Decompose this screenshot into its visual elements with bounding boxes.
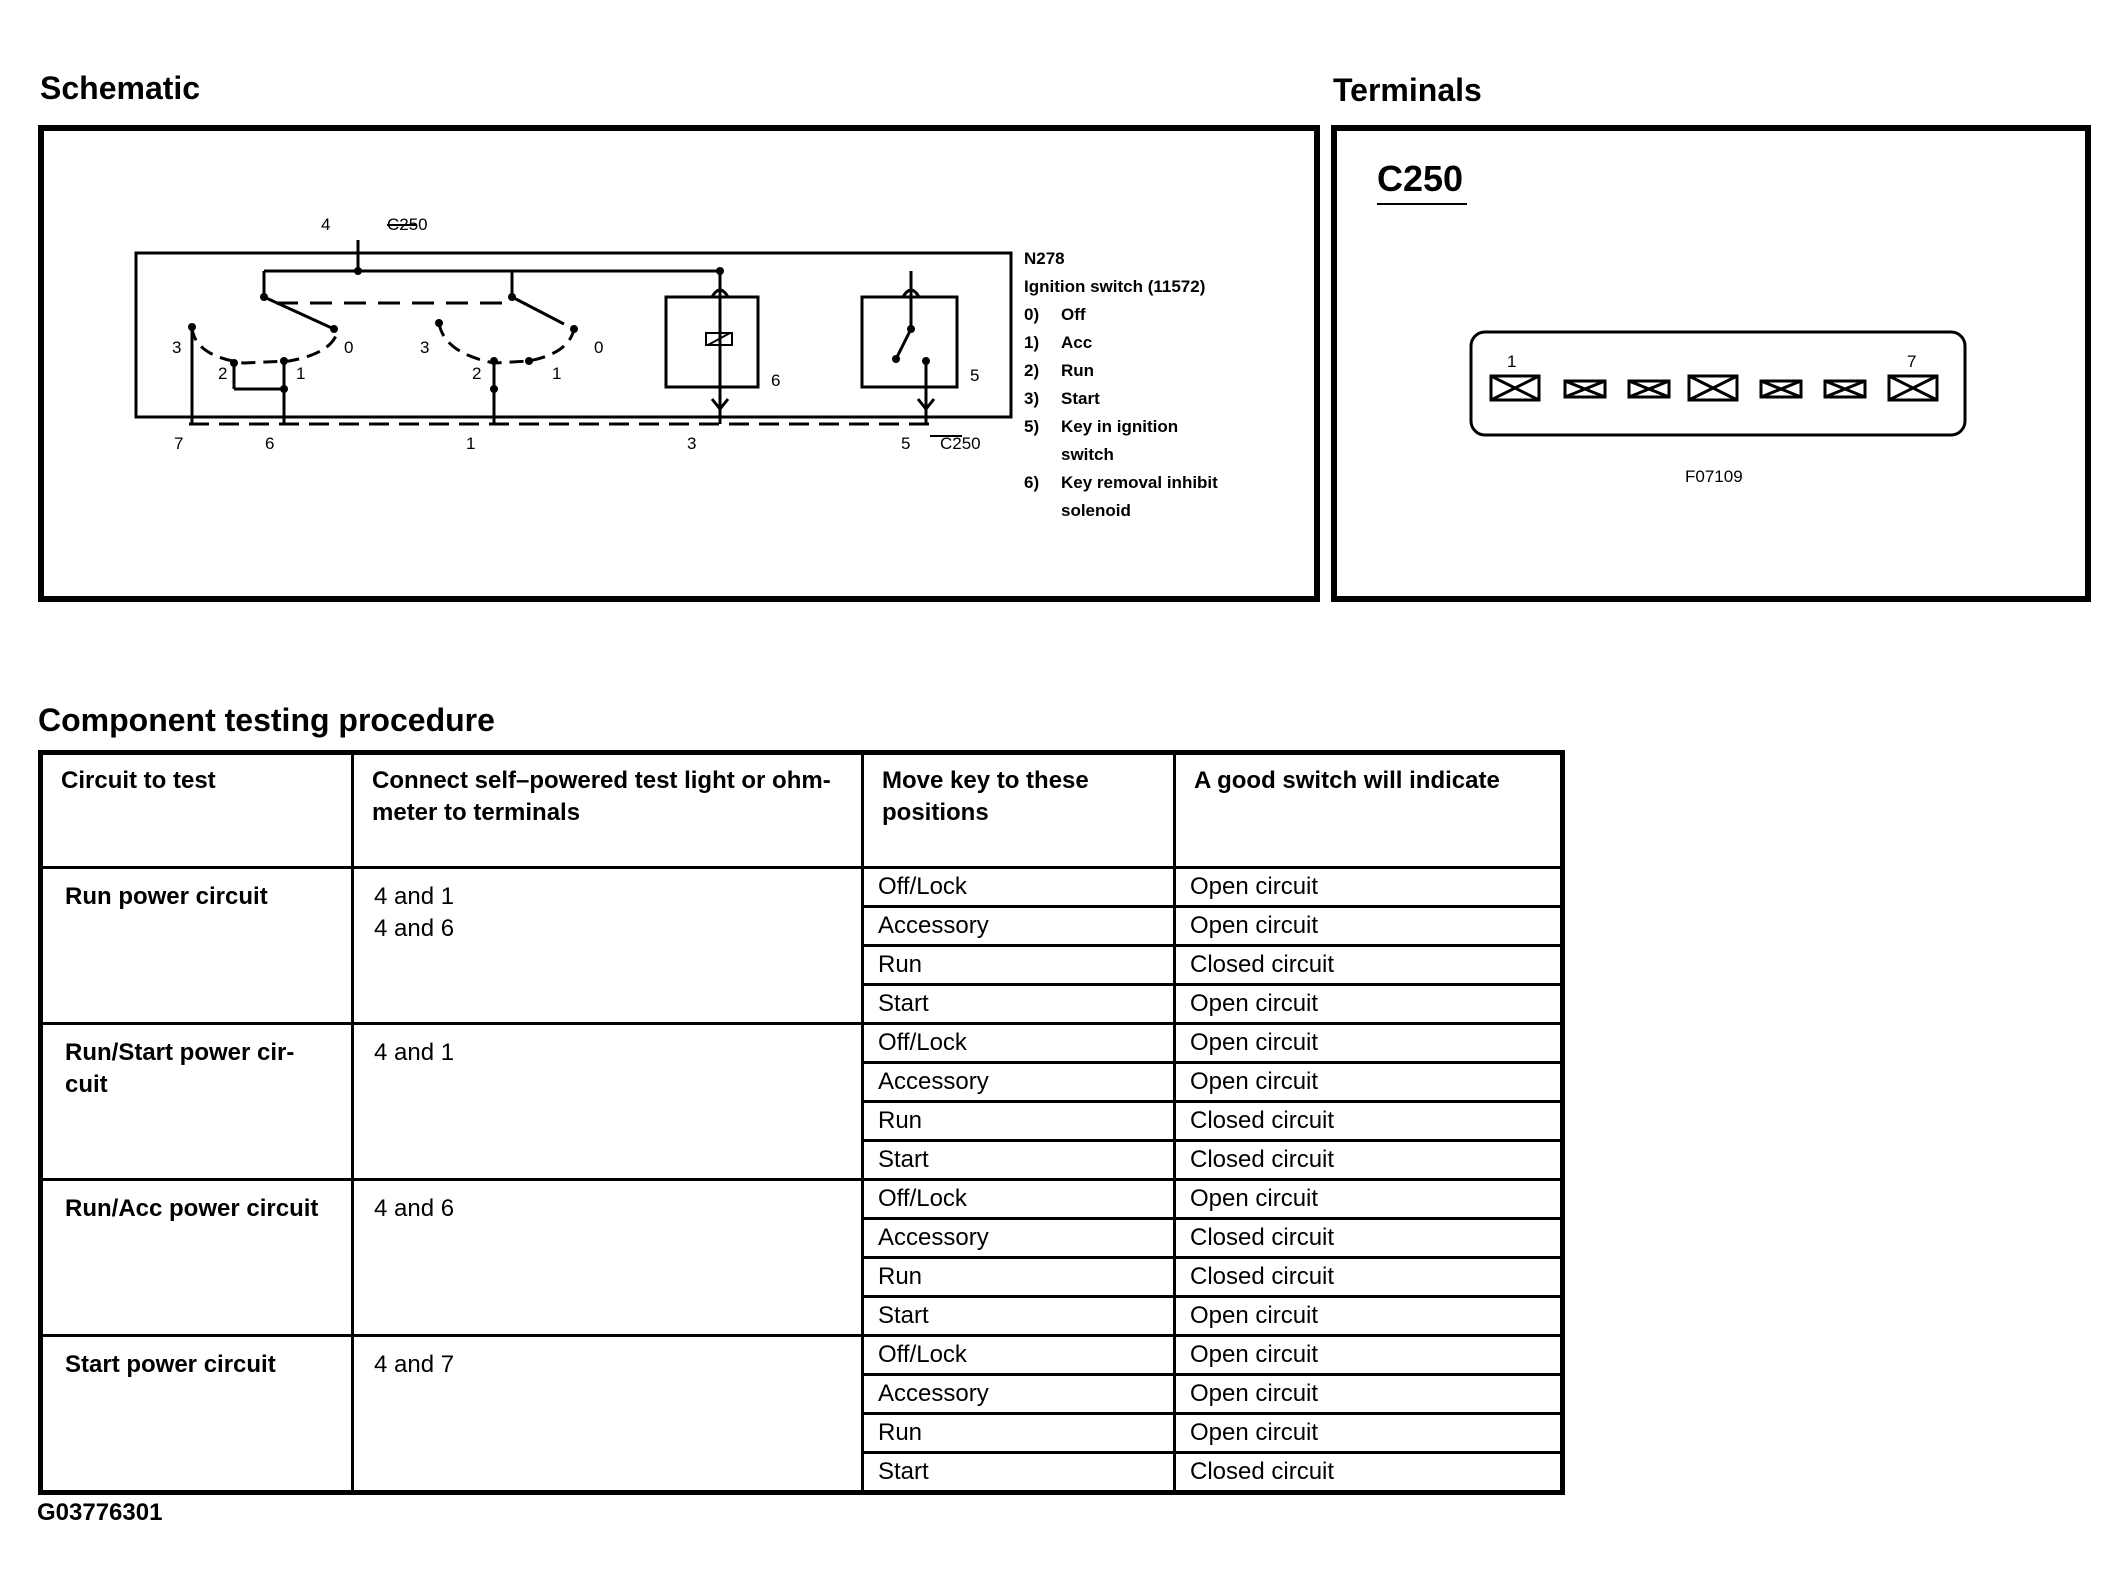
bottom-pin-7: 7 bbox=[174, 434, 184, 453]
switch2-arc bbox=[439, 323, 574, 363]
switch2-label-1: 1 bbox=[552, 364, 562, 383]
terminal-cavity-4 bbox=[1689, 376, 1737, 400]
top-pin-label: 4 bbox=[321, 215, 331, 234]
terminal-pair: 4 and 6 bbox=[374, 1195, 455, 1222]
terminals-cell bbox=[353, 1024, 863, 1180]
position-cell: Start bbox=[863, 1297, 1175, 1336]
schematic-heading: Schematic bbox=[40, 70, 201, 106]
circuit-cell: Run power circuit bbox=[41, 868, 353, 1024]
result-cell: Closed circuit bbox=[1175, 1219, 1563, 1258]
position-cell: Off/Lock bbox=[863, 1180, 1175, 1219]
result-cell: Closed circuit bbox=[1175, 1453, 1563, 1493]
legend-text-solenoid: Key removal inhibit bbox=[1061, 473, 1218, 492]
position-cell: Off/Lock bbox=[863, 1336, 1175, 1375]
connector-title: C250 bbox=[1377, 158, 1464, 199]
switch2-label-3: 3 bbox=[420, 338, 430, 357]
terminal-pair: 4 and 6 bbox=[374, 915, 455, 942]
pin-1-label: 1 bbox=[1507, 352, 1517, 371]
result-cell: Open circuit bbox=[1175, 1414, 1563, 1453]
legend-num-start: 3) bbox=[1024, 389, 1040, 408]
switch1-label-2: 2 bbox=[218, 364, 228, 383]
table-row bbox=[41, 1024, 1563, 1063]
legend-text-start: Start bbox=[1061, 389, 1100, 408]
result-cell: Open circuit bbox=[1175, 868, 1563, 907]
legend-text-run: Run bbox=[1061, 361, 1095, 380]
col-header-circuit: Circuit to test bbox=[41, 753, 353, 868]
solenoid-pin-label: 6 bbox=[771, 371, 781, 390]
top-connector-label: C250 bbox=[387, 215, 428, 234]
position-cell: Accessory bbox=[863, 907, 1175, 946]
key-switch-contact bbox=[896, 329, 911, 359]
col-header-indication: A good switch will indicate bbox=[1175, 753, 1563, 868]
terminals-cell bbox=[353, 1336, 863, 1493]
terminals-panel bbox=[1331, 125, 2091, 602]
terminal-cavity-7 bbox=[1889, 376, 1937, 400]
legend-text-key-2: switch bbox=[1061, 445, 1114, 464]
position-cell: Start bbox=[863, 1141, 1175, 1180]
legend-text-off: Off bbox=[1061, 305, 1086, 324]
position-cell: Accessory bbox=[863, 1375, 1175, 1414]
procedure-table bbox=[38, 750, 1565, 1495]
legend-num-solenoid: 6) bbox=[1024, 473, 1040, 492]
position-cell: Start bbox=[863, 985, 1175, 1024]
terminal-cavity-1 bbox=[1491, 376, 1539, 400]
procedure-heading: Component testing procedure bbox=[38, 702, 495, 738]
result-cell: Open circuit bbox=[1175, 985, 1563, 1024]
switch2-label-0: 0 bbox=[594, 338, 604, 357]
result-cell: Open circuit bbox=[1175, 1180, 1563, 1219]
result-cell: Open circuit bbox=[1175, 1336, 1563, 1375]
bottom-pin-1: 1 bbox=[466, 434, 476, 453]
component-legend bbox=[1024, 249, 1218, 520]
figure-code: F07109 bbox=[1685, 467, 1743, 486]
table-row bbox=[41, 868, 1563, 907]
terminals-heading: Terminals bbox=[1333, 72, 1482, 108]
table-header-row bbox=[41, 753, 1563, 868]
switch1-label-1: 1 bbox=[296, 364, 306, 383]
position-cell: Run bbox=[863, 1258, 1175, 1297]
switch2-contact bbox=[512, 297, 564, 324]
pin-7-label: 7 bbox=[1907, 352, 1917, 371]
legend-text-acc: Acc bbox=[1061, 333, 1093, 352]
key-switch-pin-label: 5 bbox=[970, 366, 980, 385]
position-cell: Run bbox=[863, 1414, 1175, 1453]
result-cell: Closed circuit bbox=[1175, 1258, 1563, 1297]
table-row bbox=[41, 1336, 1563, 1375]
connector-diagram bbox=[1337, 131, 2085, 596]
switch1-label-3: 3 bbox=[172, 338, 182, 357]
position-cell: Run bbox=[863, 1102, 1175, 1141]
terminals-cell bbox=[353, 1180, 863, 1336]
legend-text-key: Key in ignition bbox=[1061, 417, 1179, 436]
switch1-label-0: 0 bbox=[344, 338, 354, 357]
legend-num-key: 5) bbox=[1024, 417, 1040, 436]
position-cell: Accessory bbox=[863, 1219, 1175, 1258]
position-cell: Run bbox=[863, 946, 1175, 985]
legend-num-acc: 1) bbox=[1024, 333, 1040, 352]
result-cell: Open circuit bbox=[1175, 1063, 1563, 1102]
terminal-pair: 4 and 7 bbox=[374, 1351, 455, 1378]
bottom-pin-5: 5 bbox=[901, 434, 911, 453]
terminal-cavity-6 bbox=[1825, 381, 1865, 397]
legend-code: N278 bbox=[1024, 249, 1065, 268]
bottom-pin-3: 3 bbox=[687, 434, 697, 453]
legend-num-off: 0) bbox=[1024, 305, 1040, 324]
terminal-cavity-3 bbox=[1629, 381, 1669, 397]
legend-text-solenoid-2: solenoid bbox=[1061, 501, 1131, 520]
legend-name: Ignition switch (11572) bbox=[1024, 277, 1206, 296]
result-cell: Closed circuit bbox=[1175, 1102, 1563, 1141]
terminal-cavity-5 bbox=[1761, 381, 1801, 397]
col-header-terminals: Connect self–powered test light or ohm-meter to terminals bbox=[353, 753, 863, 868]
circuit-cell: Run/Start power cir-cuit bbox=[41, 1024, 353, 1180]
position-cell: Start bbox=[863, 1453, 1175, 1493]
schematic-panel bbox=[38, 125, 1320, 602]
circuit-cell: Start power circuit bbox=[41, 1336, 353, 1493]
result-cell: Closed circuit bbox=[1175, 946, 1563, 985]
result-cell: Open circuit bbox=[1175, 907, 1563, 946]
table-row bbox=[41, 1180, 1563, 1219]
switch1-arc bbox=[192, 327, 338, 363]
connector-housing bbox=[1471, 332, 1965, 435]
bottom-connector-label: C250 bbox=[940, 434, 981, 453]
switch2-label-2: 2 bbox=[472, 364, 482, 383]
terminal-pair: 4 and 1 bbox=[374, 1039, 455, 1066]
schematic-diagram bbox=[44, 131, 1314, 596]
result-cell: Open circuit bbox=[1175, 1375, 1563, 1414]
terminal-cavity-2 bbox=[1565, 381, 1605, 397]
circuit-cell: Run/Acc power circuit bbox=[41, 1180, 353, 1336]
position-cell: Off/Lock bbox=[863, 868, 1175, 907]
result-cell: Open circuit bbox=[1175, 1024, 1563, 1063]
result-cell: Open circuit bbox=[1175, 1297, 1563, 1336]
figure-id: G03776301 bbox=[37, 1499, 163, 1526]
terminals-cell bbox=[353, 868, 863, 1024]
position-cell: Accessory bbox=[863, 1063, 1175, 1102]
bottom-pin-6: 6 bbox=[265, 434, 275, 453]
result-cell: Closed circuit bbox=[1175, 1141, 1563, 1180]
terminal-pair: 4 and 1 bbox=[374, 883, 455, 910]
legend-num-run: 2) bbox=[1024, 361, 1040, 380]
position-cell: Off/Lock bbox=[863, 1024, 1175, 1063]
col-header-positions: Move key to these positions bbox=[863, 753, 1175, 868]
